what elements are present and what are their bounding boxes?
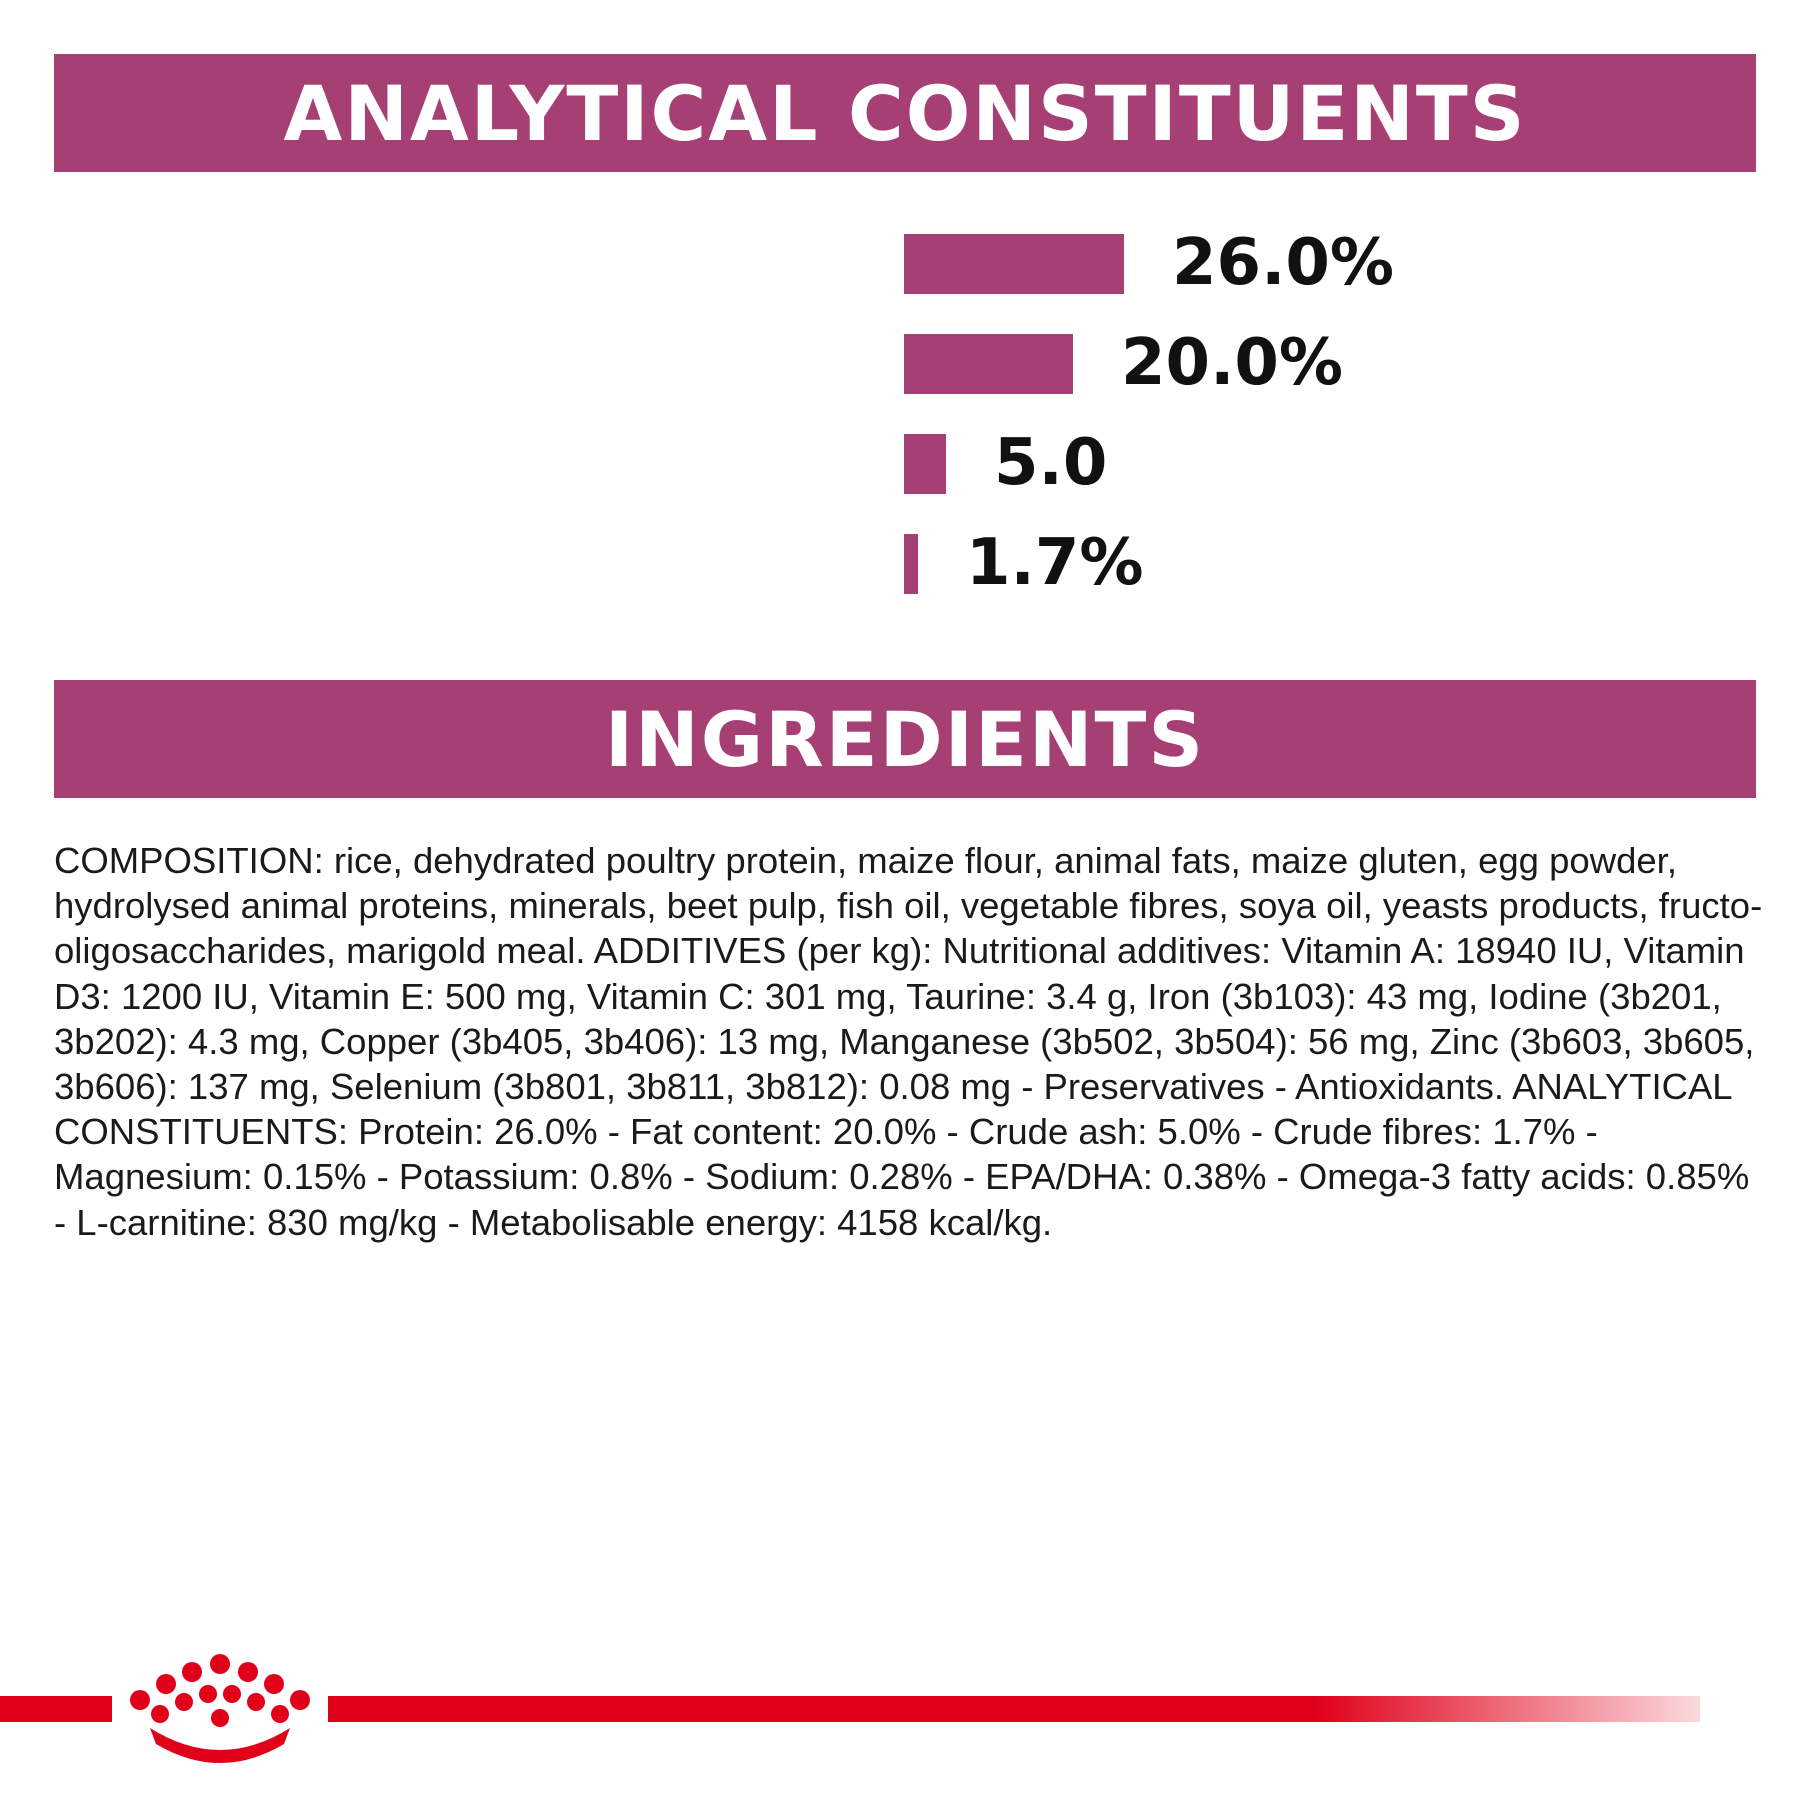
constituent-bar xyxy=(904,534,918,594)
constituent-value: 26.0% xyxy=(1172,226,1395,300)
constituent-bar xyxy=(904,334,1073,394)
footer-line-left xyxy=(0,1696,112,1722)
ingredients-composition-text: COMPOSITION: rice, dehydrated poultry protein, maize flour, animal fats, maize gluten, egg powder, hydrolysed animal proteins, minerals, beet pulp, fish oil, vegetable fibres, soya oil, yeasts products, fructo-oligosaccharides, marigold meal. ADDITIVES (per kg): Nutritional additives: Vitamin A: 18940 IU, Vitamin D3: 1200 IU, Vitamin E: 500 mg, Vitamin C: 301 mg, Taurine: 3.4 g, Iron (3b103): 43 mg, Iodine (3b201, 3b202): 4.3 mg, Copper (3b405, 3b406): 13 mg, Manganese (3b502, 3b504): 56 mg, Zinc (3b603, 3b605, 3b606): 137 mg, Selenium (3b801, 3b811, 3b812): 0.08 mg - Preservatives - Antioxidants. ANALYTICAL CONSTITUENTS: Protein: 26.0% - Fat content: 20.0% - Crude ash: 5.0% - Crude fibres: 1.7% - Magnesium: 0.15% - Potassium: 0.8% - Sodium: 0.28% - EPA/DHA: 0.38% - Omega-3 fatty acids: 0.85% - L-carnitine: 830 mg/kg - Metabolisable energy: 4158 kcal/kg. xyxy=(54,840,1763,1243)
analytical-constituents-banner xyxy=(54,54,1756,172)
constituent-value: 20.0% xyxy=(1121,326,1344,400)
constituent-value: 1.7% xyxy=(966,526,1144,600)
ingredients-banner xyxy=(54,680,1756,798)
constituent-bar xyxy=(904,434,946,494)
ingredients-title: INGREDIENTS xyxy=(604,694,1206,784)
crown-logo-icon xyxy=(128,1654,312,1764)
footer-line-right xyxy=(328,1696,1700,1722)
constituent-bar xyxy=(904,234,1124,294)
constituent-value: 5.0 xyxy=(994,426,1108,500)
analytical-constituents-title: ANALYTICAL CONSTITUENTS xyxy=(283,68,1527,158)
